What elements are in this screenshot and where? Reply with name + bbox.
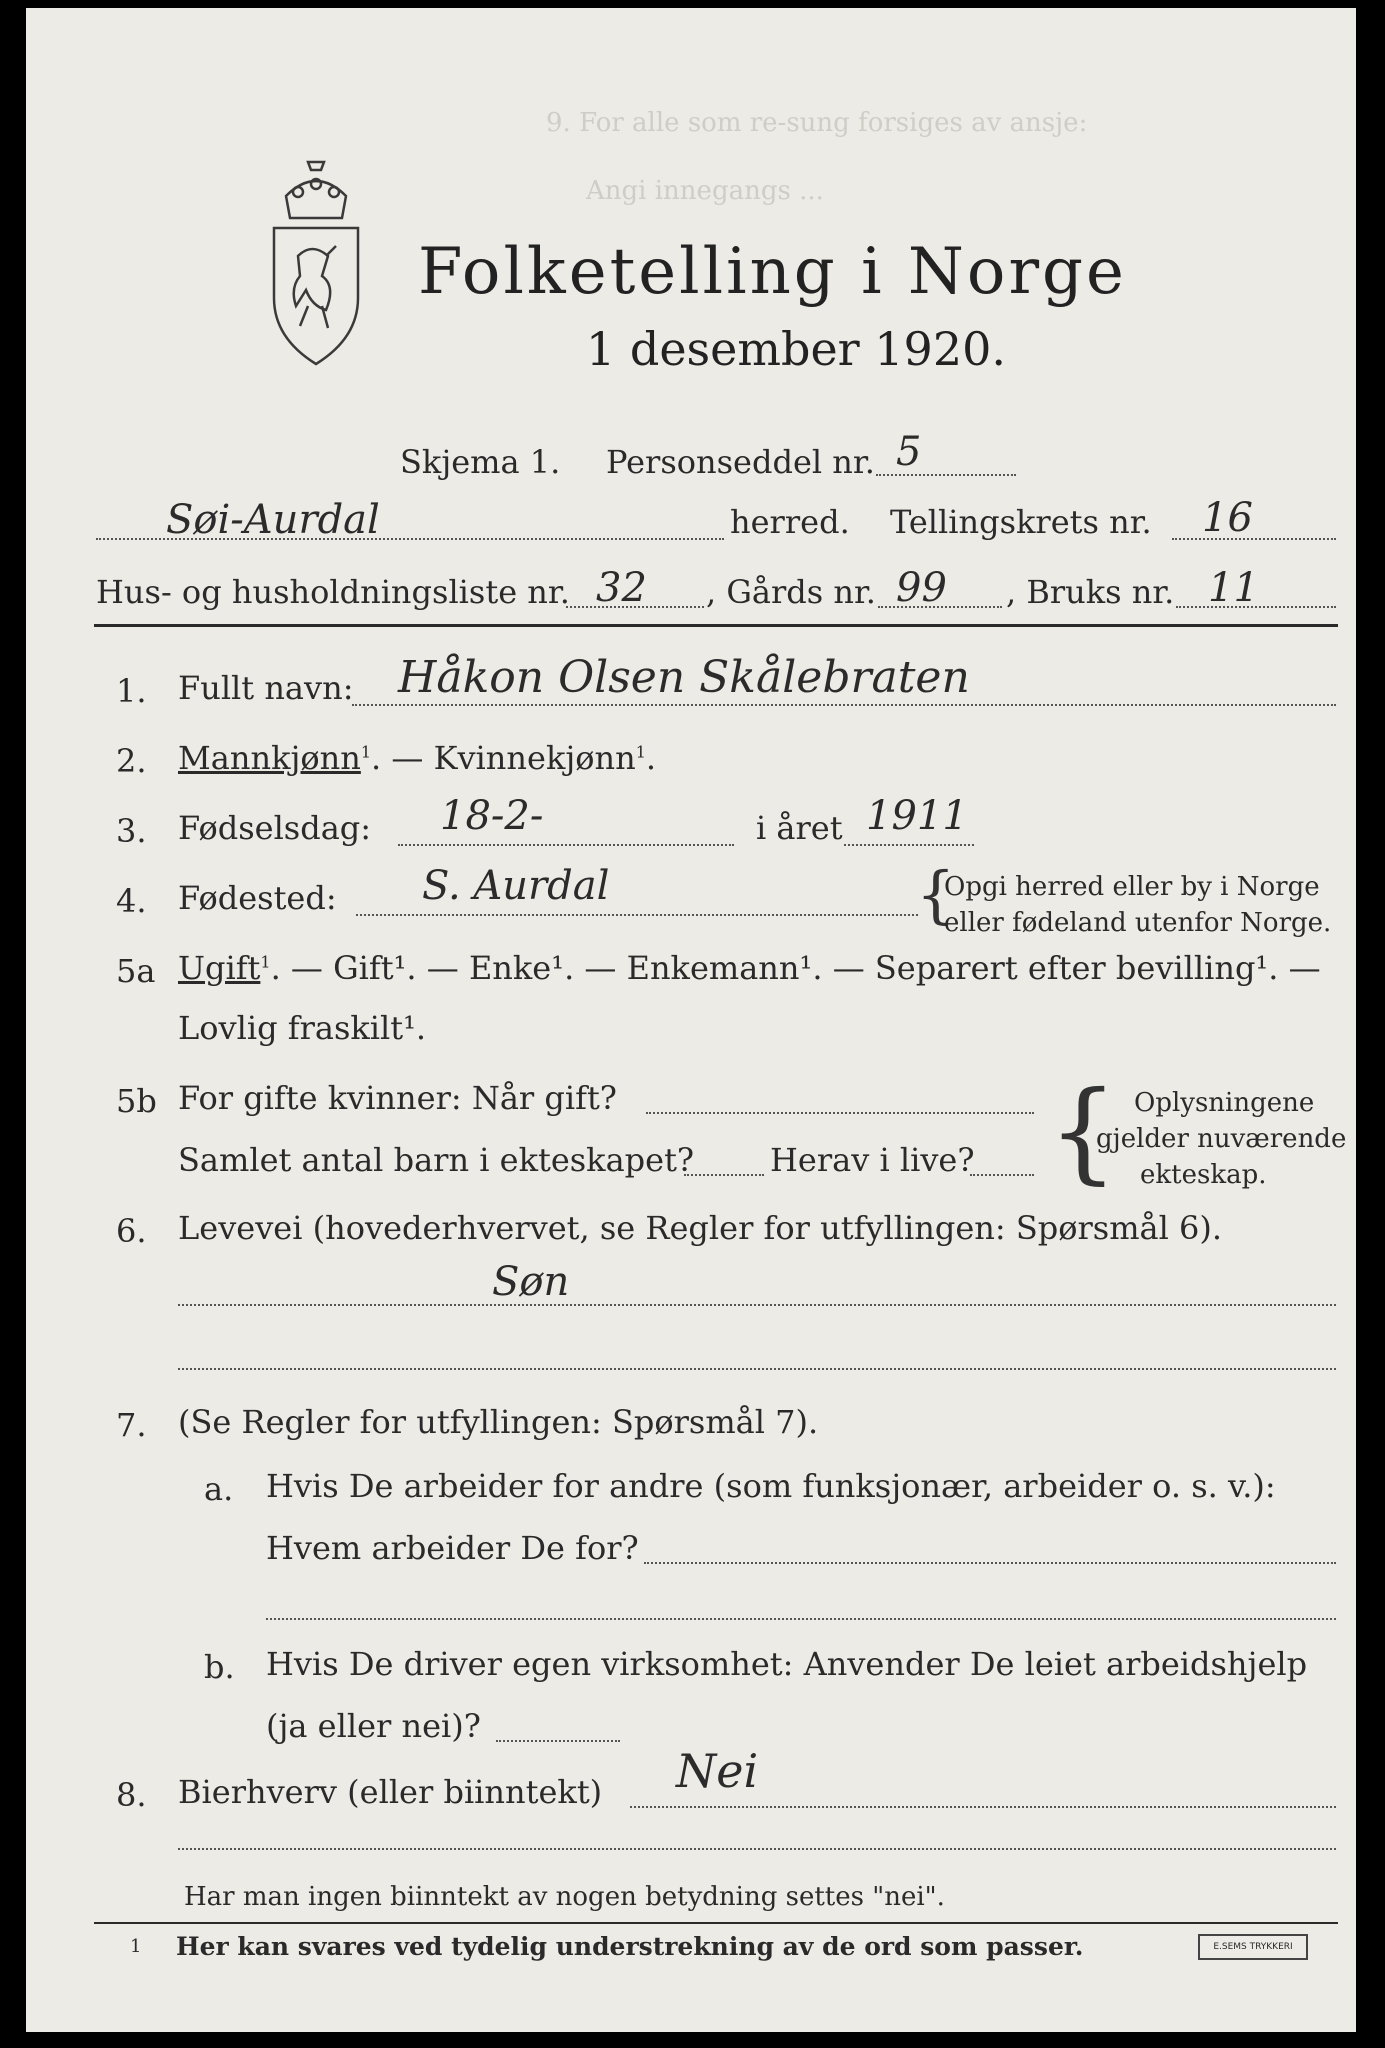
q5b-note-1: Oplysningene [1134, 1088, 1315, 1118]
q8-line-1 [630, 1806, 1336, 1808]
q3-year-label: i året [756, 809, 843, 847]
q5a-rest: . — Gift¹. — Enke¹. — Enkemann¹. — Separert efter bevilling¹. — [270, 949, 1321, 987]
hus-label: Hus- og husholdningsliste nr. [96, 573, 570, 611]
q7-label: (Se Regler for utfyllingen: Spørsmål 7). [178, 1403, 819, 1441]
q5b-label-3: Herav i live? [770, 1141, 975, 1179]
q5a-ugift: Ugift [178, 949, 261, 987]
q6-occupation: Søn [492, 1259, 570, 1305]
q1-line [352, 704, 1336, 706]
header-divider [94, 624, 1338, 627]
q2-number: 2. [116, 742, 147, 780]
printer-stamp [1198, 1934, 1308, 1960]
q1-number: 1. [116, 672, 147, 710]
q8-line-2 [178, 1848, 1336, 1850]
q5b-line-3 [970, 1174, 1034, 1176]
q7a-letter: a. [204, 1470, 234, 1508]
q3-label: Fødselsdag: [178, 809, 372, 847]
bruks-label: , Bruks nr. [1006, 573, 1175, 611]
skjema-label: Skjema 1. [400, 443, 561, 481]
q3-number: 3. [116, 812, 147, 850]
q5b-line-2 [684, 1174, 764, 1176]
q7a-line-1 [644, 1562, 1336, 1564]
q4-line [356, 914, 918, 916]
q5b-note-3: ekteskap. [1140, 1160, 1267, 1190]
q4-number: 4. [116, 882, 147, 920]
census-form [26, 8, 1356, 2032]
footnote-mark: 1 [130, 1936, 142, 1957]
q3-year-line [844, 844, 974, 846]
q4-note-1: Opgi herred eller by i Norge [944, 872, 1320, 902]
printer-stamp-text: E.SEMS TRYKKERI [1213, 1942, 1293, 1952]
q1-full-name: Håkon Olsen Skålebraten [398, 652, 970, 703]
q6-number: 6. [116, 1212, 147, 1250]
q3-birth-year: 1911 [866, 793, 968, 839]
bleed-through-text: Angi innegangs ... [586, 176, 824, 206]
q8-side-income: Nei [676, 1744, 759, 1798]
bruks-value: 11 [1208, 565, 1259, 611]
q1-label: Fullt navn: [178, 669, 354, 707]
q2-sex-options: Mannkjønn$^1$. — Kvinnekjønn$^1$. [178, 739, 657, 777]
bleed-through-text: 9. For alle som re-sung forsiges av ansje: [546, 108, 1088, 138]
q7a-label-2: Hvem arbeider De for? [266, 1529, 639, 1567]
q2-female: Kvinnekjønn [433, 739, 636, 777]
q2-separator: . — [371, 739, 434, 777]
q6-line-2 [178, 1368, 1336, 1370]
q5b-label-1: For gifte kvinner: Når gift? [178, 1079, 617, 1117]
footer-divider [94, 1922, 1338, 1924]
q5a-number: 5a [116, 952, 156, 990]
q8-number: 8. [116, 1776, 147, 1814]
q7-number: 7. [116, 1406, 147, 1444]
q4-note-2: eller fødeland utenfor Norge. [944, 908, 1332, 938]
q7b-label-2: (ja eller nei)? [266, 1707, 481, 1745]
tellingskrets-line [1172, 538, 1336, 540]
q4-birthplace: S. Aurdal [422, 863, 610, 909]
tellingskrets-label: Tellingskrets nr. [890, 503, 1152, 541]
q7b-label: Hvis De driver egen virksomhet: Anvender De leiet arbeidshjelp [266, 1645, 1308, 1683]
q5a-marital-options: Ugift$^1$. — Gift¹. — Enke¹. — Enkemann¹. — Separert efter bevilling¹. — [178, 949, 1321, 987]
herred-label: herred. [730, 503, 850, 541]
q7b-line [496, 1740, 620, 1742]
tellingskrets-value: 16 [1202, 495, 1253, 541]
q7b-letter: b. [204, 1648, 235, 1686]
footnote-text: Her kan svares ved tydelig understrekning av de ord som passer. [176, 1932, 1084, 1961]
q3-birthday: 18-2- [440, 793, 544, 839]
form-title: Folketelling i Norge [418, 235, 1127, 309]
q5b-note-2: gjelder nuværende [1096, 1124, 1347, 1154]
q7a-line-2 [266, 1618, 1336, 1620]
q2-male: Mannkjønn [178, 739, 361, 777]
personseddel-label: Personseddel nr. [606, 443, 875, 481]
q3-line [398, 844, 734, 846]
q5b-label-2: Samlet antal barn i ekteskapet? [178, 1141, 695, 1179]
q8-label: Bierhverv (eller biinntekt) [178, 1773, 603, 1811]
q2-end: . [645, 739, 657, 777]
hus-value: 32 [596, 565, 647, 611]
personseddel-value: 5 [896, 429, 922, 475]
q5b-brace: { [1048, 1067, 1118, 1195]
footer-note: Har man ingen biinntekt av nogen betydning settes "nei". [184, 1882, 945, 1912]
herred-value: Søi-Aurdal [166, 497, 380, 543]
q6-label: Levevei (hovederhvervet, se Regler for utfyllingen: Spørsmål 6). [178, 1209, 1223, 1247]
census-date: 1 desember 1920. [586, 322, 1006, 376]
gards-value: 99 [896, 565, 947, 611]
q4-brace: { [916, 858, 956, 931]
q5a-line2: Lovlig fraskilt¹. [178, 1009, 427, 1047]
q6-line-1 [178, 1304, 1336, 1306]
norway-coat-of-arms-icon [268, 156, 364, 368]
q5b-line-1 [646, 1112, 1034, 1114]
gards-label: , Gårds nr. [706, 573, 876, 611]
q5b-number: 5b [116, 1082, 157, 1120]
q7a-label: Hvis De arbeider for andre (som funksjonær, arbeider o. s. v.): [266, 1467, 1276, 1505]
q4-label: Fødested: [178, 879, 337, 917]
